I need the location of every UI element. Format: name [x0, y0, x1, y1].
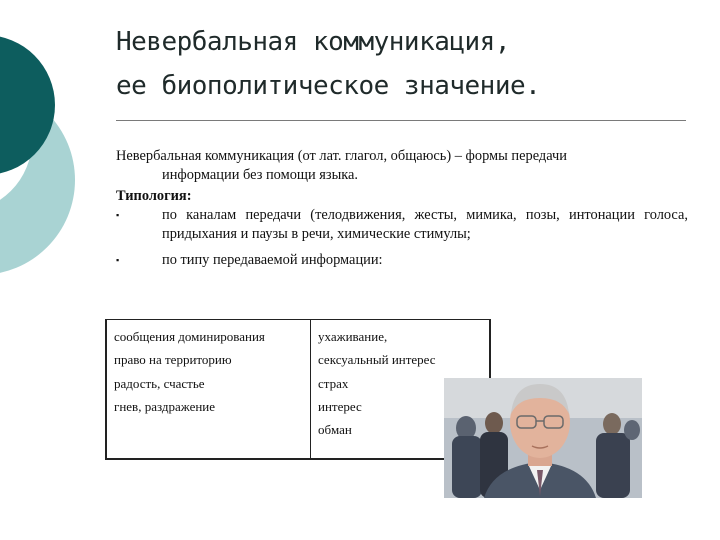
bullet-dot-icon: ▪	[116, 210, 120, 220]
table-cell: страх	[318, 375, 349, 391]
title-line-2: ее биополитическое значение.	[116, 71, 541, 101]
table-left-column	[114, 325, 265, 418]
table-cell: ухаживание,	[318, 329, 388, 344]
table-cell: гнев, раздражение	[114, 398, 216, 414]
bullet-item	[116, 251, 688, 270]
table-cell: интерес	[318, 398, 362, 414]
title-line-1: Невербальная коммуникация,	[116, 27, 510, 57]
bullet-dot-icon: ▪	[116, 255, 120, 265]
definition-line-2: информации без помощи языка.	[162, 167, 359, 183]
bullet-text: по типу передаваемой информации:	[162, 252, 383, 268]
title-divider	[116, 120, 686, 121]
table-right-column	[318, 325, 436, 441]
table-cell: радость, счастье	[114, 375, 205, 391]
table-cell: обман	[318, 422, 352, 438]
portrait-photo	[444, 378, 642, 498]
bullet-text: по каналам передачи (телодвижения, жесты, мимика, позы, интонации голоса, придыхания и паузы в речи, химические стимулы;	[162, 207, 688, 242]
typology-label: Типология:	[116, 188, 192, 204]
definition-line-1: Невербальная коммуникация (от лат. глагол, общаюсь) – формы передачи	[116, 148, 567, 164]
decorative-circles	[0, 0, 120, 300]
slide-title	[116, 20, 706, 108]
table-cell: право на территорию	[114, 352, 232, 368]
table-cell: сообщения доминирования	[114, 329, 265, 344]
table-cell: сексуальный интерес	[318, 352, 436, 368]
table-column-divider	[310, 320, 311, 458]
definition-paragraph	[116, 147, 688, 185]
bullet-item	[116, 206, 688, 244]
slide-body	[116, 147, 688, 270]
info-type-table	[105, 319, 491, 460]
